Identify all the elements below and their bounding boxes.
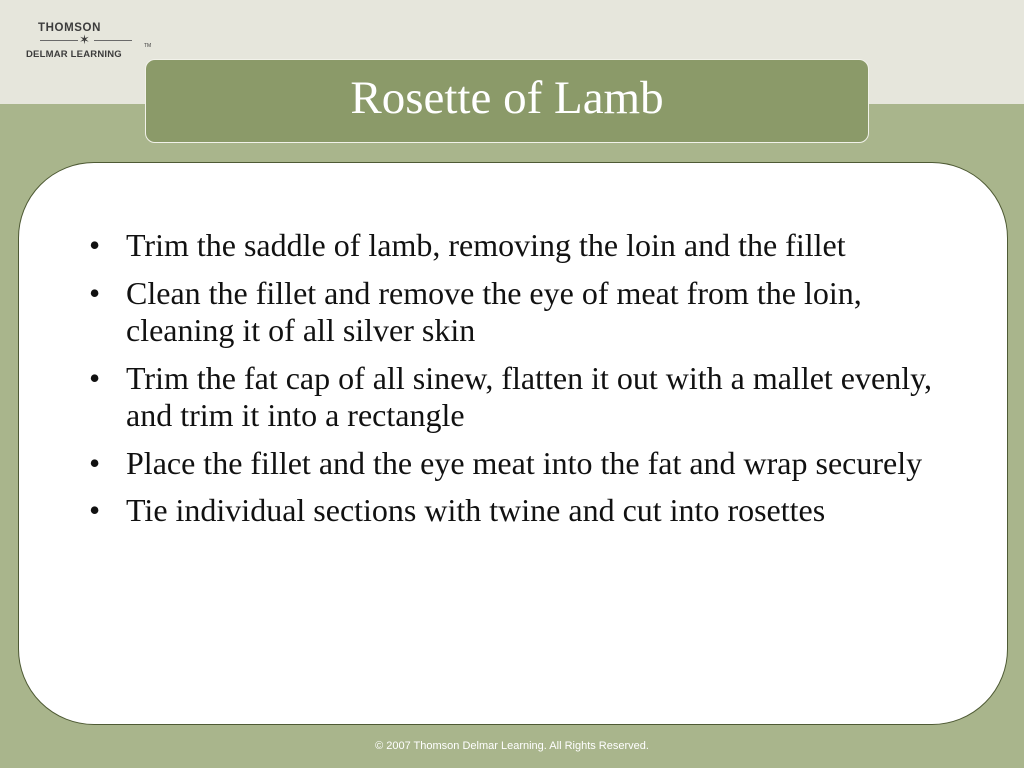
logo-bottom-text: DELMAR LEARNING bbox=[26, 49, 122, 60]
logo-top-text: THOMSON bbox=[38, 22, 101, 34]
bullet-marker: • bbox=[89, 359, 101, 396]
bullet-marker: • bbox=[89, 227, 101, 263]
bullet-text: Clean the fillet and remove the eye of meat from the loin, cleaning it of all silver skin bbox=[126, 274, 862, 348]
slide-title: Rosette of Lamb bbox=[350, 71, 664, 124]
bullet-marker: • bbox=[89, 444, 101, 481]
bullet-marker: • bbox=[89, 274, 101, 311]
logo-divider-right bbox=[94, 40, 132, 41]
bullet-text: Place the fillet and the eye meat into the fat and wrap securely bbox=[126, 444, 923, 481]
bullet-item bbox=[89, 227, 959, 265]
compass-star-icon: ✶ bbox=[79, 33, 90, 48]
bullet-list bbox=[89, 227, 959, 540]
bullet-text: Tie individual sections with twine and cut into rosettes bbox=[126, 492, 826, 528]
logo-trademark: TM bbox=[144, 43, 152, 49]
bullet-text: Trim the fat cap of all sinew, flatten it out with a mallet evenly, and trim it into a rectangle bbox=[126, 359, 933, 433]
content-card bbox=[18, 162, 1008, 725]
copyright-footer: © 2007 Thomson Delmar Learning. All Rights Reserved. bbox=[375, 740, 649, 752]
slide-title-box bbox=[145, 59, 869, 143]
bullet-marker: • bbox=[89, 492, 101, 528]
publisher-logo bbox=[26, 22, 152, 64]
logo-divider-left bbox=[40, 40, 78, 41]
bullet-item bbox=[89, 445, 959, 483]
bullet-item bbox=[89, 492, 959, 530]
bullet-text: Trim the saddle of lamb, removing the loin and the fillet bbox=[126, 227, 846, 263]
bullet-item bbox=[89, 360, 959, 435]
bullet-item bbox=[89, 275, 959, 350]
